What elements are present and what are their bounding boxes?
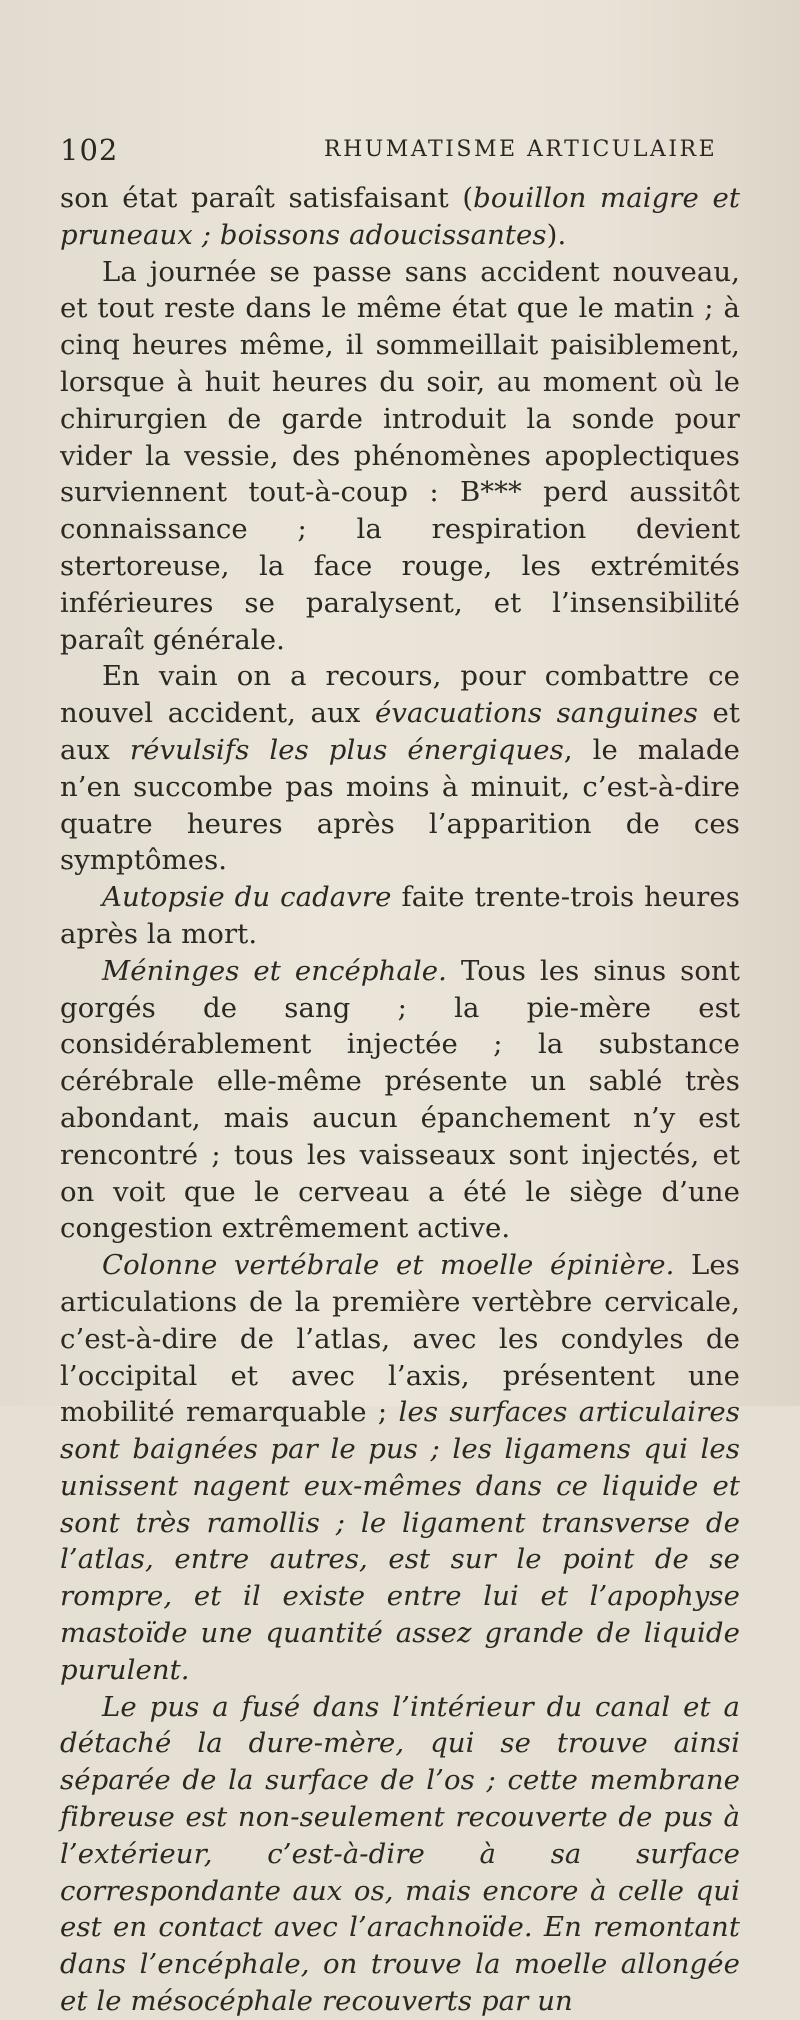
running-title: RHUMATISME ARTICULAIRE bbox=[324, 137, 718, 162]
paragraph-4-autopsie: Autopsie du cadavre faite trente-trois heures après la mort. bbox=[60, 881, 740, 950]
paragraph-2: La journée se passe sans accident nouveau, et tout reste dans le même état que le matin ; à cinq heures même, il sommeillait paisiblement, lorsque à huit heures du soir, au moment où le chirurgien de garde introduit la sonde pour vider la vessie, des phénomènes apoplectiques surviennent tout-à-coup : B*** perd aussitôt connaissance ; la respiration devient stertoreuse, la face rouge, les extrémités inférieures se paralysent, et l’insensibilité paraît générale. bbox=[60, 255, 740, 656]
paragraph-5-meninges: Méninges et encéphale. Tous les sinus sont gorgés de sang ; la pie-mère est considérablement injectée ; la substance cérébrale elle-même présente un sablé très abondant, mais aucun épanchement n’y est rencontré ; tous les vaisseaux sont injectés, et on voit que le cerveau a été le siège d’une congestion extrêmement active. bbox=[60, 954, 740, 1245]
paragraph-3: En vain on a recours, pour combattre ce nouvel accident, aux évacuations sanguines et aux révulsifs les plus énergiques, le malade n’en succombe pas moins à minuit, c’est-à-dire quatre heures après l’apparition de ces symptômes. bbox=[60, 660, 740, 877]
paragraph-6-colonne: Colonne vertébrale et moelle épinière. Les articulations de la première vertèbre cervicale, c’est-à-dire de l’atlas, avec les condyles de l’occipital et avec l’axis, présentent une mobilité remarquable ; les surfaces articulaires sont baignées par le pus ; les ligamens qui les unissent nagent eux-mêmes dans ce liquide et sont très ramollis ; le ligament transverse de l’atlas, entre autres, est sur le point de se rompre, et il existe entre lui et l’apophyse mastoïde une quantité assez grande de liquide purulent. bbox=[60, 1249, 740, 1686]
paragraph-7-pus: Le pus a fusé dans l’intérieur du canal et a détaché la dure-mère, qui se trouve ainsi séparée de la surface de l’os ; cette membrane fibreuse est non-seulement recouverte de pus à l’extérieur, c’est-à-dire à sa surface correspondante aux os, mais encore à celle qui est en contact avec l’arachnoïde. En remontant dans l’encéphale, on trouve la moelle allongée et le mésocéphale recouverts par un bbox=[60, 1690, 740, 2018]
page-number: 102 bbox=[60, 133, 119, 167]
paragraph-1: son état paraît satisfaisant (bouillon maigre et pruneaux ; boissons adoucissantes). bbox=[60, 182, 740, 251]
body-text bbox=[60, 180, 740, 2020]
page-header bbox=[60, 133, 740, 173]
